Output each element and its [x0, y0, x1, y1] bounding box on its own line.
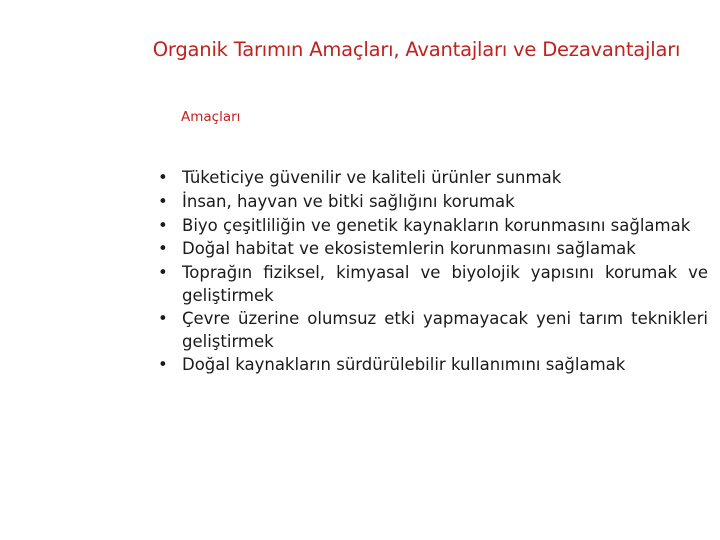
section-subtitle: Amaçları: [181, 109, 241, 125]
bullet-point-icon: •: [158, 168, 168, 187]
bullet-text: İnsan, hayvan ve bitki sağlığını korumak: [182, 192, 515, 211]
bullet-item-consumer-products: [158, 166, 708, 190]
bullet-point-icon: •: [158, 263, 168, 282]
bullet-item-health: [158, 190, 708, 214]
slide-title: Organik Tarımın Amaçları, Avantajları ve Dezavantajları: [152, 38, 681, 61]
bullet-item-soil: [158, 261, 708, 307]
bullet-point-icon: •: [158, 216, 168, 235]
bullet-point-icon: •: [158, 309, 168, 328]
bullet-point-icon: •: [158, 355, 168, 374]
bullet-text: Toprağın fiziksel, kimyasal ve biyolojik yapısını korumak ve geliştirmek: [182, 263, 708, 305]
bullet-text: Çevre üzerine olumsuz etki yapmayacak yeni tarım teknikleri geliştirmek: [182, 309, 708, 351]
goals-bullet-list: [158, 166, 708, 377]
bullet-item-biodiversity: [158, 214, 708, 237]
bullet-item-habitat: [158, 237, 708, 261]
bullet-item-resources: [158, 353, 708, 377]
bullet-text: Biyo çeşitliliğin ve genetik kaynakların korunmasını sağlamak: [182, 216, 691, 235]
bullet-item-techniques: [158, 307, 708, 353]
bullet-text: Doğal habitat ve ekosistemlerin korunmasını sağlamak: [182, 239, 636, 258]
bullet-text: Doğal kaynakların sürdürülebilir kullanımını sağlamak: [182, 355, 626, 374]
bullet-point-icon: •: [158, 239, 168, 258]
bullet-text: Tüketiciye güvenilir ve kaliteli ürünler sunmak: [182, 168, 562, 187]
bullet-point-icon: •: [158, 192, 168, 211]
